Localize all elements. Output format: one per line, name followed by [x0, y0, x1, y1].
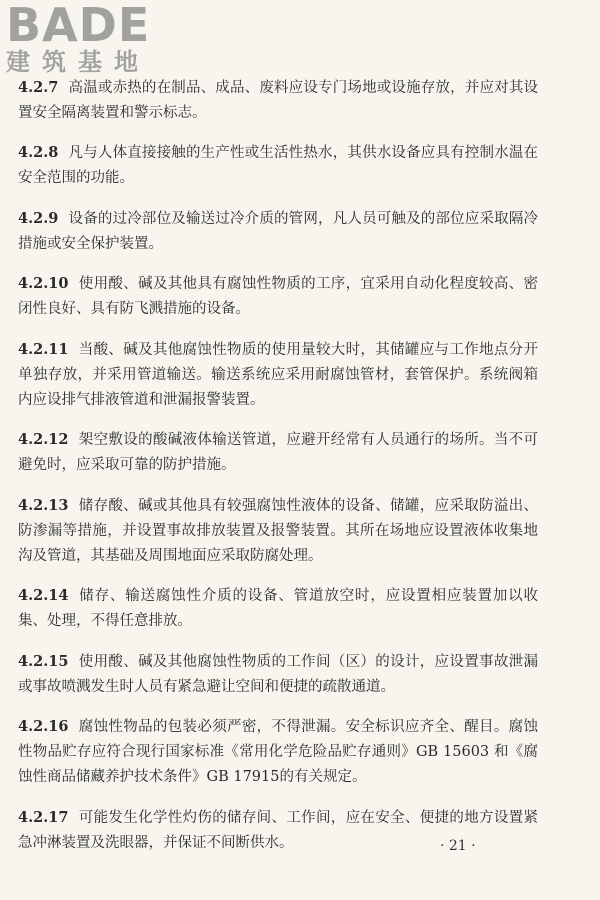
document-body [18, 60, 538, 863]
clause-number: 4.2.11 [18, 340, 69, 358]
clause-text: 腐蚀性物品的包装必须严密，不得泄漏。安全标识应齐全、醒目。腐蚀性物品贮存应符合现行国家标准《常用化学危险品贮存通则》GB 15603 和《腐蚀性商品储藏养护技术条件》GB 17915的有关规定。 [18, 719, 538, 785]
clause-number: 4.2.14 [18, 587, 69, 604]
clause-text: 使用酸、碱及其他腐蚀性物质的工作间（区）的设计，应设置事故泄漏或事故喷溅发生时人员有紧急避让空间和便捷的疏散通道。 [18, 653, 538, 695]
clause-4-2-15 [18, 649, 538, 700]
clause-number: 4.2.16 [18, 718, 69, 735]
clause-4-2-17 [18, 805, 538, 856]
clause-text: 高温或赤热的在制品、成品、废料应设专门场地或设施存放，并应对其设置安全隔离装置和警示标志。 [18, 79, 538, 121]
clause-4-2-9 [18, 206, 538, 257]
clause-number: 4.2.8 [18, 144, 59, 161]
clause-4-2-13 [18, 493, 538, 569]
watermark-subtitle: 建筑基地 [6, 48, 150, 76]
watermark-logo-text: BADE [6, 0, 151, 52]
clause-text: 设备的过冷部位及输送过冷介质的管网，凡人员可触及的部位应采取隔冷措施或安全保护装置。 [18, 210, 538, 252]
clause-4-2-12 [18, 427, 538, 478]
clause-4-2-11 [18, 337, 538, 413]
clause-text: 储存、输送腐蚀性介质的设备、管道放空时，应设置相应装置加以收集、处理，不得任意排放。 [18, 588, 538, 629]
clause-text: 架空敷设的酸碱液体输送管道，应避开经常有人员通行的场所。当不可避免时，应采取可靠的防护措施。 [18, 432, 538, 473]
clause-text: 储存酸、碱或其他具有较强腐蚀性液体的设备、储罐，应采取防溢出、防渗漏等措施，并设置事故排放装置及报警装置。其所在场地应设置液体收集地沟及管道，其基础及周围地面应采取防腐处理。 [18, 497, 538, 564]
clause-number: 4.2.10 [18, 275, 69, 292]
clause-4-2-16 [18, 714, 538, 790]
clause-4-2-7 [18, 75, 538, 126]
clause-4-2-8 [18, 140, 538, 191]
clause-text: 当酸、碱及其他腐蚀性物质的使用量较大时，其储罐应与工作地点分开单独存放，并采用管道输送。输送系统应采用耐腐蚀管材，套管保护。系统阀箱内应设排气排液管道和泄漏报警装置。 [18, 341, 538, 408]
clause-number: 4.2.13 [18, 496, 69, 514]
clause-4-2-10 [18, 271, 538, 322]
clause-number: 4.2.7 [18, 78, 59, 96]
clause-number: 4.2.15 [18, 652, 69, 670]
clause-4-2-14 [18, 583, 538, 634]
clause-text: 凡与人体直接接触的生产性或生活性热水，其供水设备应具有控制水温在安全范围的功能。 [18, 145, 538, 186]
clause-text: 可能发生化学性灼伤的储存间、工作间，应在安全、便捷的地方设置紧急冲淋装置及洗眼器，并保证不间断供水。 [18, 809, 538, 851]
clause-number: 4.2.12 [18, 431, 69, 448]
clause-number: 4.2.9 [18, 209, 59, 227]
clause-number: 4.2.17 [18, 808, 69, 826]
clause-text: 使用酸、碱及其他具有腐蚀性物质的工序，宜采用自动化程度较高、密闭性良好、具有防飞溅措施的设备。 [18, 276, 538, 317]
page-number: · 21 · [440, 838, 476, 854]
